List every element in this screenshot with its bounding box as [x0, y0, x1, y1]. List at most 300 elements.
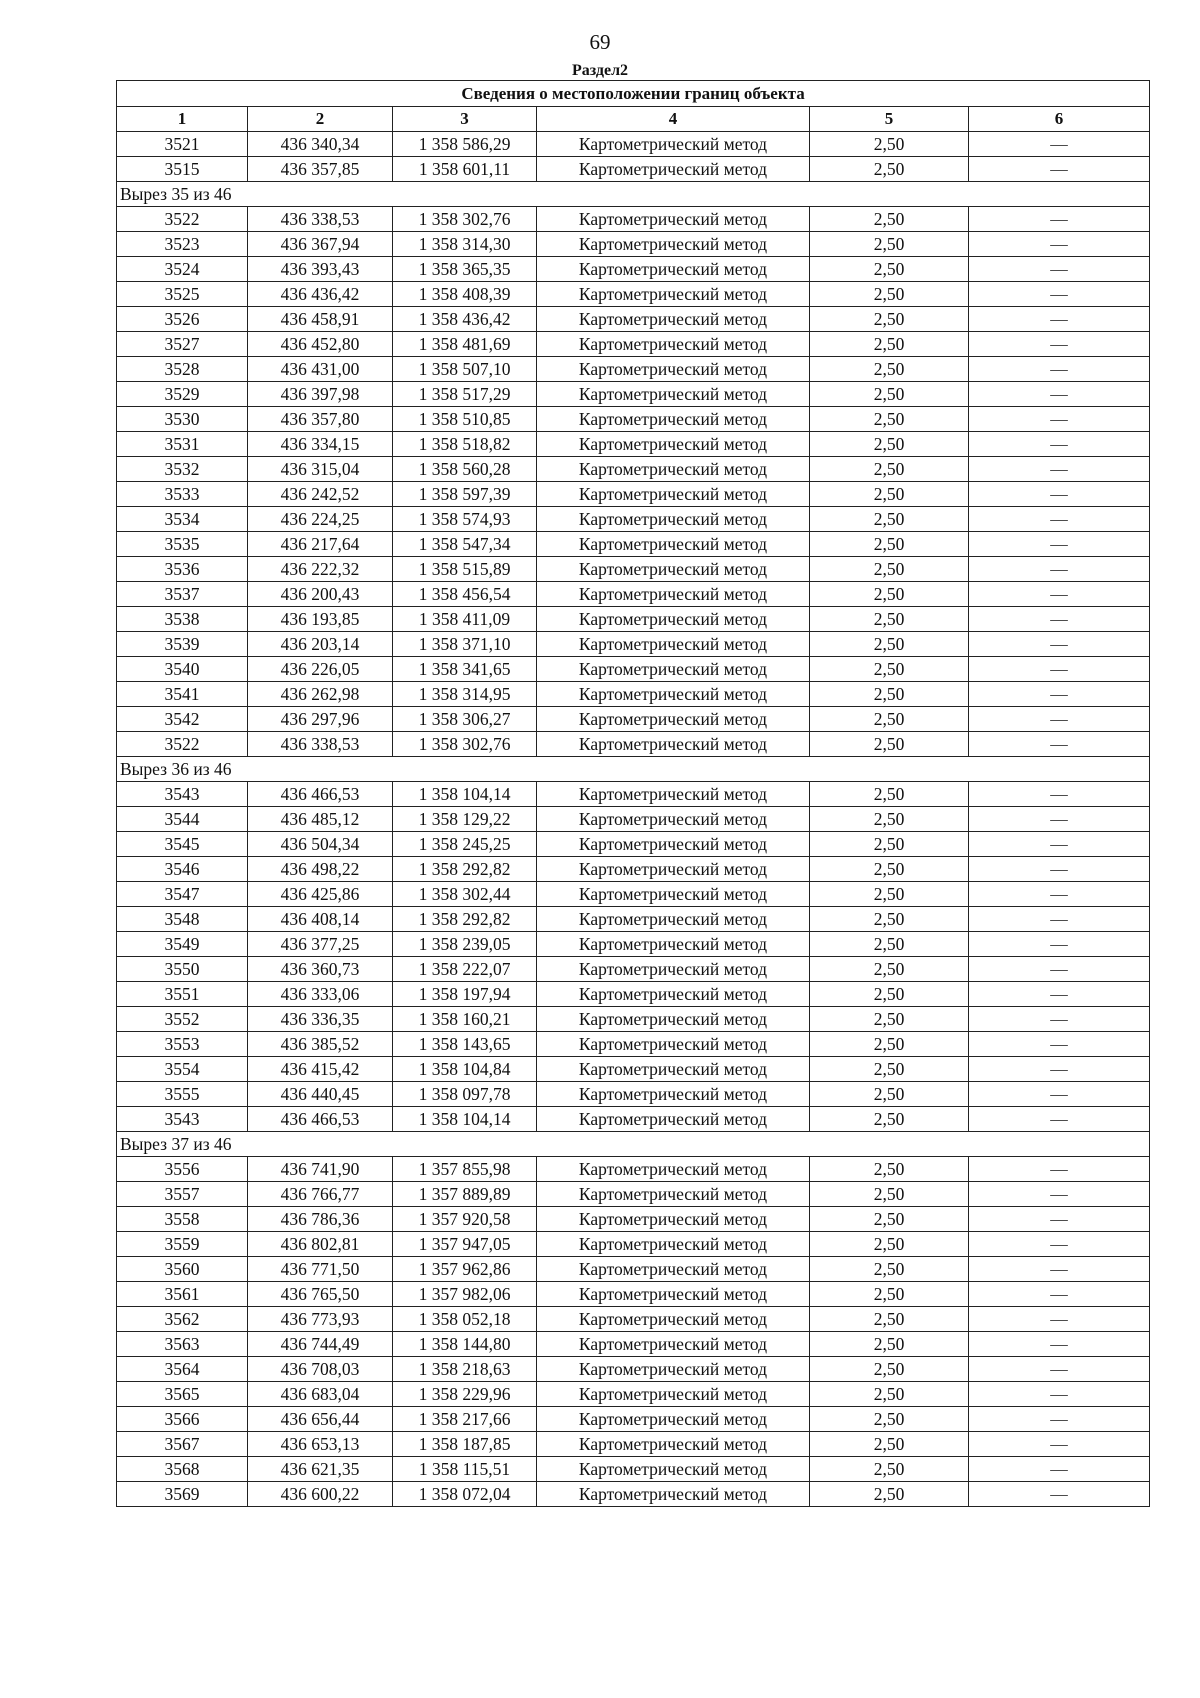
y-coordinate-cell: 1 358 574,93 [393, 507, 537, 532]
point-number-cell: 3545 [117, 832, 248, 857]
description-cell: — [969, 857, 1150, 882]
description-cell: — [969, 832, 1150, 857]
description-cell: — [969, 707, 1150, 732]
accuracy-cell: 2,50 [810, 1257, 969, 1282]
cutout-section-row [117, 182, 1150, 207]
accuracy-cell: 2,50 [810, 832, 969, 857]
cutout-section-label: Вырез 36 из 46 [117, 757, 1150, 782]
y-coordinate-cell: 1 358 160,21 [393, 1007, 537, 1032]
cutout-section-row [117, 1132, 1150, 1157]
description-cell: — [969, 1232, 1150, 1257]
point-number-cell: 3553 [117, 1032, 248, 1057]
point-number-cell: 3524 [117, 257, 248, 282]
point-number-cell: 3566 [117, 1407, 248, 1432]
x-coordinate-cell: 436 315,04 [248, 457, 393, 482]
table-row [117, 957, 1150, 982]
x-coordinate-cell: 436 338,53 [248, 207, 393, 232]
y-coordinate-cell: 1 358 515,89 [393, 557, 537, 582]
column-header: 2 [248, 107, 393, 132]
method-cell: Картометрический метод [537, 132, 810, 157]
description-cell: — [969, 1007, 1150, 1032]
table-row [117, 557, 1150, 582]
table-row [117, 707, 1150, 732]
table-row [117, 582, 1150, 607]
accuracy-cell: 2,50 [810, 132, 969, 157]
column-header: 1 [117, 107, 248, 132]
accuracy-cell: 2,50 [810, 357, 969, 382]
y-coordinate-cell: 1 358 222,07 [393, 957, 537, 982]
y-coordinate-cell: 1 358 115,51 [393, 1457, 537, 1482]
y-coordinate-cell: 1 358 365,35 [393, 257, 537, 282]
point-number-cell: 3554 [117, 1057, 248, 1082]
table-row [117, 807, 1150, 832]
method-cell: Картометрический метод [537, 1332, 810, 1357]
accuracy-cell: 2,50 [810, 957, 969, 982]
accuracy-cell: 2,50 [810, 1332, 969, 1357]
method-cell: Картометрический метод [537, 432, 810, 457]
table-row [117, 332, 1150, 357]
x-coordinate-cell: 436 393,43 [248, 257, 393, 282]
x-coordinate-cell: 436 765,50 [248, 1282, 393, 1307]
point-number-cell: 3555 [117, 1082, 248, 1107]
table-row [117, 1157, 1150, 1182]
y-coordinate-cell: 1 358 371,10 [393, 632, 537, 657]
point-number-cell: 3527 [117, 332, 248, 357]
method-cell: Картометрический метод [537, 1482, 810, 1507]
point-number-cell: 3556 [117, 1157, 248, 1182]
accuracy-cell: 2,50 [810, 257, 969, 282]
accuracy-cell: 2,50 [810, 657, 969, 682]
x-coordinate-cell: 436 385,52 [248, 1032, 393, 1057]
description-cell: — [969, 157, 1150, 182]
table-row [117, 257, 1150, 282]
y-coordinate-cell: 1 357 982,06 [393, 1282, 537, 1307]
description-cell: — [969, 1282, 1150, 1307]
x-coordinate-cell: 436 336,35 [248, 1007, 393, 1032]
y-coordinate-cell: 1 358 601,11 [393, 157, 537, 182]
y-coordinate-cell: 1 358 144,80 [393, 1332, 537, 1357]
x-coordinate-cell: 436 340,34 [248, 132, 393, 157]
description-cell: — [969, 1107, 1150, 1132]
y-coordinate-cell: 1 357 947,05 [393, 1232, 537, 1257]
table-row [117, 432, 1150, 457]
accuracy-cell: 2,50 [810, 1307, 969, 1332]
point-number-cell: 3563 [117, 1332, 248, 1357]
method-cell: Картометрический метод [537, 332, 810, 357]
method-cell: Картометрический метод [537, 1232, 810, 1257]
table-row [117, 607, 1150, 632]
point-number-cell: 3567 [117, 1432, 248, 1457]
x-coordinate-cell: 436 357,85 [248, 157, 393, 182]
x-coordinate-cell: 436 773,93 [248, 1307, 393, 1332]
description-cell: — [969, 1182, 1150, 1207]
accuracy-cell: 2,50 [810, 1082, 969, 1107]
table-row [117, 1357, 1150, 1382]
x-coordinate-cell: 436 786,36 [248, 1207, 393, 1232]
x-coordinate-cell: 436 397,98 [248, 382, 393, 407]
table-row [117, 1282, 1150, 1307]
accuracy-cell: 2,50 [810, 582, 969, 607]
table-header-row [117, 107, 1150, 132]
y-coordinate-cell: 1 358 104,14 [393, 782, 537, 807]
y-coordinate-cell: 1 358 129,22 [393, 807, 537, 832]
x-coordinate-cell: 436 485,12 [248, 807, 393, 832]
table-row [117, 232, 1150, 257]
table-row [117, 157, 1150, 182]
method-cell: Картометрический метод [537, 982, 810, 1007]
accuracy-cell: 2,50 [810, 982, 969, 1007]
point-number-cell: 3543 [117, 1107, 248, 1132]
x-coordinate-cell: 436 466,53 [248, 782, 393, 807]
column-header: 4 [537, 107, 810, 132]
table-row [117, 682, 1150, 707]
y-coordinate-cell: 1 358 239,05 [393, 932, 537, 957]
method-cell: Картометрический метод [537, 582, 810, 607]
table-title: Сведения о местоположении границ объекта [117, 81, 1150, 107]
point-number-cell: 3569 [117, 1482, 248, 1507]
point-number-cell: 3533 [117, 482, 248, 507]
description-cell: — [969, 332, 1150, 357]
table-row [117, 1207, 1150, 1232]
accuracy-cell: 2,50 [810, 1457, 969, 1482]
description-cell: — [969, 1032, 1150, 1057]
x-coordinate-cell: 436 656,44 [248, 1407, 393, 1432]
point-number-cell: 3549 [117, 932, 248, 957]
method-cell: Картометрический метод [537, 557, 810, 582]
accuracy-cell: 2,50 [810, 457, 969, 482]
description-cell: — [969, 807, 1150, 832]
table-row [117, 1107, 1150, 1132]
table-row [117, 732, 1150, 757]
y-coordinate-cell: 1 358 314,30 [393, 232, 537, 257]
method-cell: Картометрический метод [537, 882, 810, 907]
x-coordinate-cell: 436 425,86 [248, 882, 393, 907]
method-cell: Картометрический метод [537, 957, 810, 982]
accuracy-cell: 2,50 [810, 1407, 969, 1432]
method-cell: Картометрический метод [537, 932, 810, 957]
x-coordinate-cell: 436 217,64 [248, 532, 393, 557]
description-cell: — [969, 1382, 1150, 1407]
description-cell: — [969, 1432, 1150, 1457]
point-number-cell: 3529 [117, 382, 248, 407]
y-coordinate-cell: 1 358 560,28 [393, 457, 537, 482]
method-cell: Картометрический метод [537, 1107, 810, 1132]
description-cell: — [969, 607, 1150, 632]
description-cell: — [969, 1482, 1150, 1507]
y-coordinate-cell: 1 357 962,86 [393, 1257, 537, 1282]
point-number-cell: 3535 [117, 532, 248, 557]
accuracy-cell: 2,50 [810, 382, 969, 407]
y-coordinate-cell: 1 358 436,42 [393, 307, 537, 332]
y-coordinate-cell: 1 358 341,65 [393, 657, 537, 682]
method-cell: Картометрический метод [537, 782, 810, 807]
point-number-cell: 3526 [117, 307, 248, 332]
table-row [117, 932, 1150, 957]
method-cell: Картометрический метод [537, 307, 810, 332]
table-row [117, 1457, 1150, 1482]
accuracy-cell: 2,50 [810, 1207, 969, 1232]
method-cell: Картометрический метод [537, 632, 810, 657]
point-number-cell: 3552 [117, 1007, 248, 1032]
y-coordinate-cell: 1 358 510,85 [393, 407, 537, 432]
y-coordinate-cell: 1 358 586,29 [393, 132, 537, 157]
method-cell: Картометрический метод [537, 1182, 810, 1207]
y-coordinate-cell: 1 358 411,09 [393, 607, 537, 632]
x-coordinate-cell: 436 621,35 [248, 1457, 393, 1482]
description-cell: — [969, 407, 1150, 432]
method-cell: Картометрический метод [537, 232, 810, 257]
method-cell: Картометрический метод [537, 1032, 810, 1057]
y-coordinate-cell: 1 358 097,78 [393, 1082, 537, 1107]
y-coordinate-cell: 1 358 597,39 [393, 482, 537, 507]
accuracy-cell: 2,50 [810, 1007, 969, 1032]
description-cell: — [969, 257, 1150, 282]
point-number-cell: 3560 [117, 1257, 248, 1282]
method-cell: Картометрический метод [537, 1357, 810, 1382]
x-coordinate-cell: 436 224,25 [248, 507, 393, 532]
description-cell: — [969, 957, 1150, 982]
x-coordinate-cell: 436 334,15 [248, 432, 393, 457]
x-coordinate-cell: 436 222,32 [248, 557, 393, 582]
accuracy-cell: 2,50 [810, 332, 969, 357]
point-number-cell: 3559 [117, 1232, 248, 1257]
accuracy-cell: 2,50 [810, 607, 969, 632]
method-cell: Картометрический метод [537, 657, 810, 682]
accuracy-cell: 2,50 [810, 732, 969, 757]
description-cell: — [969, 432, 1150, 457]
method-cell: Картометрический метод [537, 707, 810, 732]
method-cell: Картометрический метод [537, 907, 810, 932]
description-cell: — [969, 557, 1150, 582]
y-coordinate-cell: 1 358 302,76 [393, 207, 537, 232]
x-coordinate-cell: 436 504,34 [248, 832, 393, 857]
y-coordinate-cell: 1 357 920,58 [393, 1207, 537, 1232]
table-row [117, 357, 1150, 382]
method-cell: Картометрический метод [537, 1257, 810, 1282]
description-cell: — [969, 1457, 1150, 1482]
method-cell: Картометрический метод [537, 1207, 810, 1232]
description-cell: — [969, 657, 1150, 682]
boundary-table-container [116, 80, 1149, 1507]
x-coordinate-cell: 436 741,90 [248, 1157, 393, 1182]
description-cell: — [969, 932, 1150, 957]
x-coordinate-cell: 436 683,04 [248, 1382, 393, 1407]
method-cell: Картометрический метод [537, 382, 810, 407]
table-row [117, 1007, 1150, 1032]
x-coordinate-cell: 436 333,06 [248, 982, 393, 1007]
x-coordinate-cell: 436 357,80 [248, 407, 393, 432]
y-coordinate-cell: 1 358 547,34 [393, 532, 537, 557]
table-row [117, 1232, 1150, 1257]
y-coordinate-cell: 1 358 306,27 [393, 707, 537, 732]
description-cell: — [969, 782, 1150, 807]
y-coordinate-cell: 1 358 518,82 [393, 432, 537, 457]
table-row [117, 1057, 1150, 1082]
y-coordinate-cell: 1 358 104,14 [393, 1107, 537, 1132]
point-number-cell: 3522 [117, 207, 248, 232]
x-coordinate-cell: 436 440,45 [248, 1082, 393, 1107]
accuracy-cell: 2,50 [810, 907, 969, 932]
description-cell: — [969, 882, 1150, 907]
table-row [117, 1257, 1150, 1282]
description-cell: — [969, 382, 1150, 407]
y-coordinate-cell: 1 358 052,18 [393, 1307, 537, 1332]
point-number-cell: 3550 [117, 957, 248, 982]
method-cell: Картометрический метод [537, 1457, 810, 1482]
method-cell: Картометрический метод [537, 1007, 810, 1032]
accuracy-cell: 2,50 [810, 282, 969, 307]
accuracy-cell: 2,50 [810, 482, 969, 507]
method-cell: Картометрический метод [537, 507, 810, 532]
description-cell: — [969, 457, 1150, 482]
point-number-cell: 3538 [117, 607, 248, 632]
point-number-cell: 3544 [117, 807, 248, 832]
column-header: 3 [393, 107, 537, 132]
x-coordinate-cell: 436 498,22 [248, 857, 393, 882]
point-number-cell: 3548 [117, 907, 248, 932]
accuracy-cell: 2,50 [810, 557, 969, 582]
table-row [117, 307, 1150, 332]
x-coordinate-cell: 436 802,81 [248, 1232, 393, 1257]
x-coordinate-cell: 436 653,13 [248, 1432, 393, 1457]
table-row [117, 532, 1150, 557]
table-row [117, 1482, 1150, 1507]
accuracy-cell: 2,50 [810, 1157, 969, 1182]
description-cell: — [969, 482, 1150, 507]
y-coordinate-cell: 1 358 197,94 [393, 982, 537, 1007]
x-coordinate-cell: 436 744,49 [248, 1332, 393, 1357]
x-coordinate-cell: 436 708,03 [248, 1357, 393, 1382]
method-cell: Картометрический метод [537, 1157, 810, 1182]
y-coordinate-cell: 1 358 456,54 [393, 582, 537, 607]
point-number-cell: 3515 [117, 157, 248, 182]
point-number-cell: 3543 [117, 782, 248, 807]
method-cell: Картометрический метод [537, 1382, 810, 1407]
description-cell: — [969, 1157, 1150, 1182]
y-coordinate-cell: 1 358 104,84 [393, 1057, 537, 1082]
table-row [117, 882, 1150, 907]
accuracy-cell: 2,50 [810, 532, 969, 557]
description-cell: — [969, 1082, 1150, 1107]
y-coordinate-cell: 1 358 517,29 [393, 382, 537, 407]
method-cell: Картометрический метод [537, 482, 810, 507]
section-title: Раздел2 [571, 62, 629, 79]
y-coordinate-cell: 1 358 408,39 [393, 282, 537, 307]
method-cell: Картометрический метод [537, 732, 810, 757]
point-number-cell: 3551 [117, 982, 248, 1007]
method-cell: Картометрический метод [537, 807, 810, 832]
table-row [117, 857, 1150, 882]
y-coordinate-cell: 1 358 245,25 [393, 832, 537, 857]
description-cell: — [969, 1407, 1150, 1432]
x-coordinate-cell: 436 466,53 [248, 1107, 393, 1132]
x-coordinate-cell: 436 200,43 [248, 582, 393, 607]
table-row [117, 1407, 1150, 1432]
method-cell: Картометрический метод [537, 282, 810, 307]
y-coordinate-cell: 1 358 292,82 [393, 857, 537, 882]
method-cell: Картометрический метод [537, 832, 810, 857]
page-number: 69 [589, 30, 611, 54]
x-coordinate-cell: 436 600,22 [248, 1482, 393, 1507]
description-cell: — [969, 1307, 1150, 1332]
point-number-cell: 3531 [117, 432, 248, 457]
y-coordinate-cell: 1 358 143,65 [393, 1032, 537, 1057]
x-coordinate-cell: 436 262,98 [248, 682, 393, 707]
accuracy-cell: 2,50 [810, 1282, 969, 1307]
method-cell: Картометрический метод [537, 1282, 810, 1307]
accuracy-cell: 2,50 [810, 1057, 969, 1082]
x-coordinate-cell: 436 360,73 [248, 957, 393, 982]
point-number-cell: 3522 [117, 732, 248, 757]
table-row [117, 1307, 1150, 1332]
table-row [117, 482, 1150, 507]
y-coordinate-cell: 1 358 072,04 [393, 1482, 537, 1507]
accuracy-cell: 2,50 [810, 1432, 969, 1457]
table-row [117, 457, 1150, 482]
description-cell: — [969, 357, 1150, 382]
description-cell: — [969, 632, 1150, 657]
accuracy-cell: 2,50 [810, 707, 969, 732]
y-coordinate-cell: 1 358 481,69 [393, 332, 537, 357]
y-coordinate-cell: 1 358 218,63 [393, 1357, 537, 1382]
y-coordinate-cell: 1 358 292,82 [393, 907, 537, 932]
x-coordinate-cell: 436 458,91 [248, 307, 393, 332]
method-cell: Картометрический метод [537, 407, 810, 432]
x-coordinate-cell: 436 338,53 [248, 732, 393, 757]
point-number-cell: 3568 [117, 1457, 248, 1482]
description-cell: — [969, 982, 1150, 1007]
point-number-cell: 3536 [117, 557, 248, 582]
cutout-section-row [117, 757, 1150, 782]
method-cell: Картометрический метод [537, 607, 810, 632]
x-coordinate-cell: 436 431,00 [248, 357, 393, 382]
point-number-cell: 3547 [117, 882, 248, 907]
accuracy-cell: 2,50 [810, 207, 969, 232]
method-cell: Картометрический метод [537, 857, 810, 882]
point-number-cell: 3557 [117, 1182, 248, 1207]
description-cell: — [969, 1332, 1150, 1357]
description-cell: — [969, 907, 1150, 932]
method-cell: Картометрический метод [537, 1057, 810, 1082]
accuracy-cell: 2,50 [810, 1382, 969, 1407]
method-cell: Картометрический метод [537, 682, 810, 707]
method-cell: Картометрический метод [537, 1082, 810, 1107]
description-cell: — [969, 532, 1150, 557]
cutout-section-label: Вырез 35 из 46 [117, 182, 1150, 207]
accuracy-cell: 2,50 [810, 1182, 969, 1207]
x-coordinate-cell: 436 242,52 [248, 482, 393, 507]
point-number-cell: 3558 [117, 1207, 248, 1232]
description-cell: — [969, 132, 1150, 157]
description-cell: — [969, 582, 1150, 607]
accuracy-cell: 2,50 [810, 307, 969, 332]
point-number-cell: 3537 [117, 582, 248, 607]
description-cell: — [969, 1257, 1150, 1282]
table-row [117, 132, 1150, 157]
description-cell: — [969, 1207, 1150, 1232]
y-coordinate-cell: 1 358 314,95 [393, 682, 537, 707]
table-row [117, 907, 1150, 932]
description-cell: — [969, 207, 1150, 232]
x-coordinate-cell: 436 377,25 [248, 932, 393, 957]
cutout-section-label: Вырез 37 из 46 [117, 1132, 1150, 1157]
point-number-cell: 3532 [117, 457, 248, 482]
y-coordinate-cell: 1 357 889,89 [393, 1182, 537, 1207]
accuracy-cell: 2,50 [810, 1107, 969, 1132]
point-number-cell: 3521 [117, 132, 248, 157]
description-cell: — [969, 732, 1150, 757]
point-number-cell: 3565 [117, 1382, 248, 1407]
